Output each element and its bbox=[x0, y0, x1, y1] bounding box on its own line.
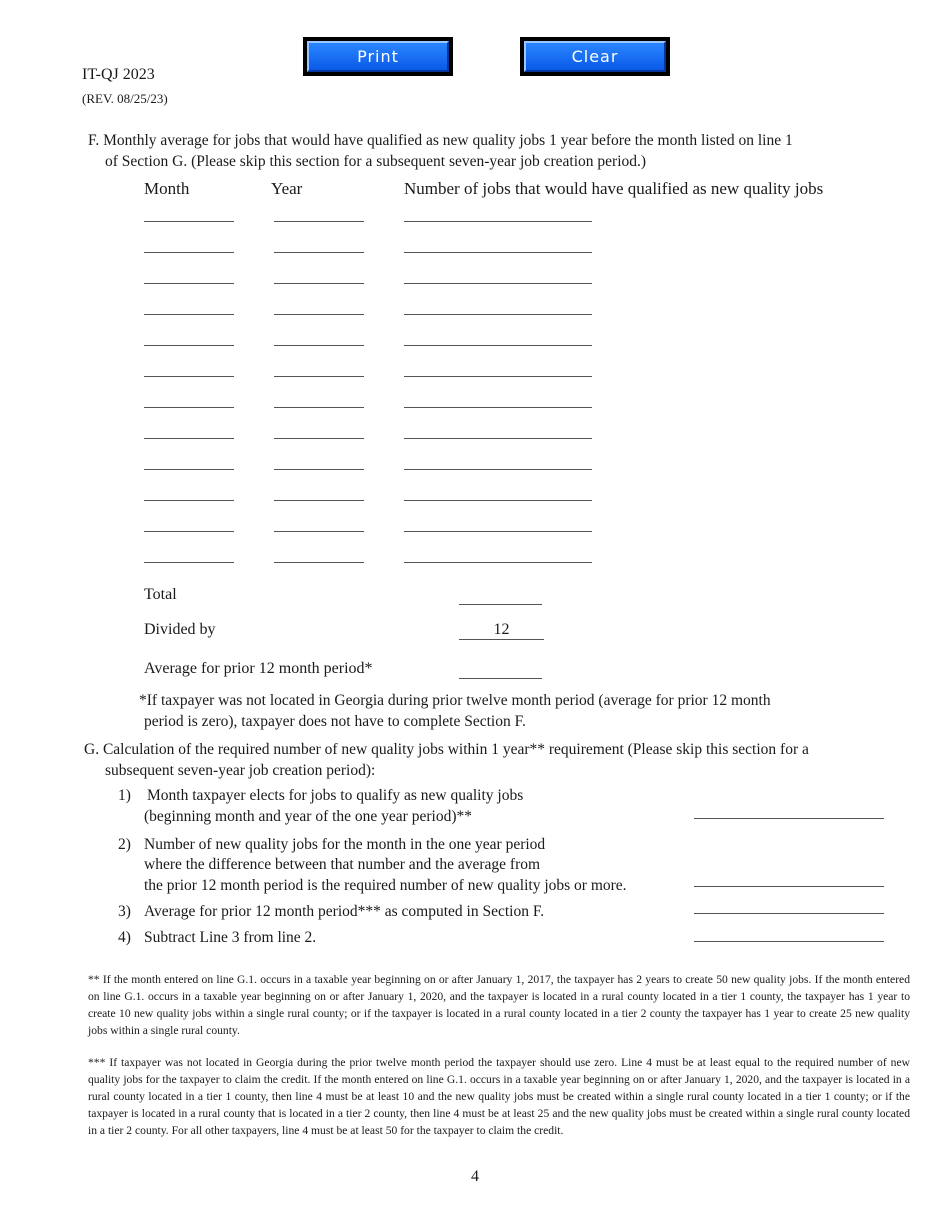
average-label: Average for prior 12 month period* bbox=[144, 660, 373, 677]
section-f-row-3-jobs-field[interactable] bbox=[404, 283, 592, 284]
total-field[interactable] bbox=[459, 604, 542, 605]
g-item2-line3: the prior 12 month period is the required number of new quality jobs or more. bbox=[144, 877, 627, 894]
section-f-row-8-year-field[interactable] bbox=[274, 438, 364, 439]
g-item1-field[interactable] bbox=[694, 818, 884, 819]
section-f-row-3-year-field[interactable] bbox=[274, 283, 364, 284]
g-item2-number: 2) bbox=[118, 836, 131, 853]
section-f-row-12-month-field[interactable] bbox=[144, 562, 234, 563]
section-f-row-2-year-field[interactable] bbox=[274, 252, 364, 253]
section-f-row-12-year-field[interactable] bbox=[274, 562, 364, 563]
section-f-row-1-month-field[interactable] bbox=[144, 221, 234, 222]
g-item3-number: 3) bbox=[118, 903, 131, 920]
g-item4-line1: Subtract Line 3 from line 2. bbox=[144, 929, 317, 946]
revision-date: (REV. 08/25/23) bbox=[82, 91, 168, 106]
section-f-row-5-month-field[interactable] bbox=[144, 345, 234, 346]
column-header-month: Month bbox=[144, 179, 190, 198]
g-item1-number: 1) bbox=[118, 787, 131, 804]
section-f-row-7-month-field[interactable] bbox=[144, 407, 234, 408]
section-f-row-4-month-field[interactable] bbox=[144, 314, 234, 315]
section-f-row-8-month-field[interactable] bbox=[144, 438, 234, 439]
print-button-frame bbox=[303, 37, 453, 76]
section-f-row-1-year-field[interactable] bbox=[274, 221, 364, 222]
section-f-row-6-year-field[interactable] bbox=[274, 376, 364, 377]
total-label: Total bbox=[144, 586, 177, 603]
section-f-row-2-jobs-field[interactable] bbox=[404, 252, 592, 253]
section-f-row-7-jobs-field[interactable] bbox=[404, 407, 592, 408]
section-f-intro-line2: of Section G. (Please skip this section for a subsequent seven-year job creation period.) bbox=[105, 153, 647, 170]
section-f-row-10-jobs-field[interactable] bbox=[404, 500, 592, 501]
form-id: IT-QJ 2023 bbox=[82, 66, 155, 83]
section-f-row-9-month-field[interactable] bbox=[144, 469, 234, 470]
section-f-row-2-month-field[interactable] bbox=[144, 252, 234, 253]
g-item1-line1: Month taxpayer elects for jobs to qualify as new quality jobs bbox=[147, 787, 524, 804]
section-f-row-10-year-field[interactable] bbox=[274, 500, 364, 501]
clear-button-frame bbox=[520, 37, 670, 76]
section-f-row-12-jobs-field[interactable] bbox=[404, 562, 592, 563]
section-f-row-1-jobs-field[interactable] bbox=[404, 221, 592, 222]
divided-by-value: 12 bbox=[459, 621, 544, 640]
section-f-row-3-month-field[interactable] bbox=[144, 283, 234, 284]
section-g-intro-line2: subsequent seven-year job creation period): bbox=[105, 762, 376, 779]
section-f-row-6-jobs-field[interactable] bbox=[404, 376, 592, 377]
section-f-note-line2: period is zero), taxpayer does not have to complete Section F. bbox=[144, 713, 526, 730]
g-item2-line1: Number of new quality jobs for the month in the one year period bbox=[144, 836, 546, 853]
section-f-row-10-month-field[interactable] bbox=[144, 500, 234, 501]
section-f-row-8-jobs-field[interactable] bbox=[404, 438, 592, 439]
section-f-row-7-year-field[interactable] bbox=[274, 407, 364, 408]
section-f-row-11-year-field[interactable] bbox=[274, 531, 364, 532]
section-f-row-9-jobs-field[interactable] bbox=[404, 469, 592, 470]
divided-by-label: Divided by bbox=[144, 621, 216, 638]
g-item4-field[interactable] bbox=[694, 941, 884, 942]
section-f-row-6-month-field[interactable] bbox=[144, 376, 234, 377]
g-item3-line1: Average for prior 12 month period*** as computed in Section F. bbox=[144, 903, 545, 920]
column-header-year: Year bbox=[271, 179, 303, 198]
column-header-jobs: Number of jobs that would have qualified as new quality jobs bbox=[404, 179, 824, 198]
footnote-double-star: ** If the month entered on line G.1. occurs in a taxable year beginning on or after January 1, 2017, the taxpayer has 2 years to create 50 new quality jobs. If the month entered on line G.1. occurs in a taxable year beginning on or after January 1, 2020, and the taxpayer is located in a rural county located in a tier 1 county, the taxpayer has 1 year to create 10 new quality jobs within a single rural county; or if the taxpayer is located in a rural county located in a tier 2 county the taxpayer has 1 year to create 25 new quality jobs within a single rural county. bbox=[88, 973, 910, 1037]
clear-button[interactable]: Clear bbox=[524, 41, 666, 72]
average-field[interactable] bbox=[459, 678, 542, 679]
section-f-row-4-year-field[interactable] bbox=[274, 314, 364, 315]
section-f-row-9-year-field[interactable] bbox=[274, 469, 364, 470]
section-g-intro-line1: G. Calculation of the required number of new quality jobs within 1 year** requirement (Please skip this section for a bbox=[84, 741, 809, 758]
section-f-row-11-jobs-field[interactable] bbox=[404, 531, 592, 532]
g-item1-line2: (beginning month and year of the one year period)** bbox=[144, 808, 472, 825]
section-f-intro-line1: F. Monthly average for jobs that would have qualified as new quality jobs 1 year before the month listed on line 1 bbox=[88, 132, 793, 149]
section-f-row-4-jobs-field[interactable] bbox=[404, 314, 592, 315]
g-item4-number: 4) bbox=[118, 929, 131, 946]
section-f-row-5-year-field[interactable] bbox=[274, 345, 364, 346]
section-f-note-line1: *If taxpayer was not located in Georgia during prior twelve month period (average for prior 12 month bbox=[139, 692, 771, 709]
print-button[interactable]: Print bbox=[307, 41, 449, 72]
section-f-row-5-jobs-field[interactable] bbox=[404, 345, 592, 346]
g-item2-line2: where the difference between that number and the average from bbox=[144, 856, 541, 873]
g-item2-field[interactable] bbox=[694, 886, 884, 887]
section-f-row-11-month-field[interactable] bbox=[144, 531, 234, 532]
footnote-triple-star: *** If taxpayer was not located in Georgia during the prior twelve month period the taxpayer should use zero. Line 4 must be at least equal to the required number of new quality jobs for the taxpayer to claim the credit. If the month entered on line G.1. occurs in a taxable year beginning on or after January 1, 2020, and the taxpayer is located in a rural county located in a tier 1 county, then line 4 must be at least 10 and the new quality jobs must be created within a single rural county located in a tier 1 county; or if the taxpayer is located in a rural county that is located in a tier 2 county, then line 4 must be at least 25 and the new quality jobs must be created within a single rural county located in a tier 2 county. For all other taxpayers, line 4 must be at least 50 for the taxpayer to claim the credit. bbox=[88, 1056, 910, 1137]
page-number: 4 bbox=[471, 1168, 479, 1185]
g-item3-field[interactable] bbox=[694, 913, 884, 914]
